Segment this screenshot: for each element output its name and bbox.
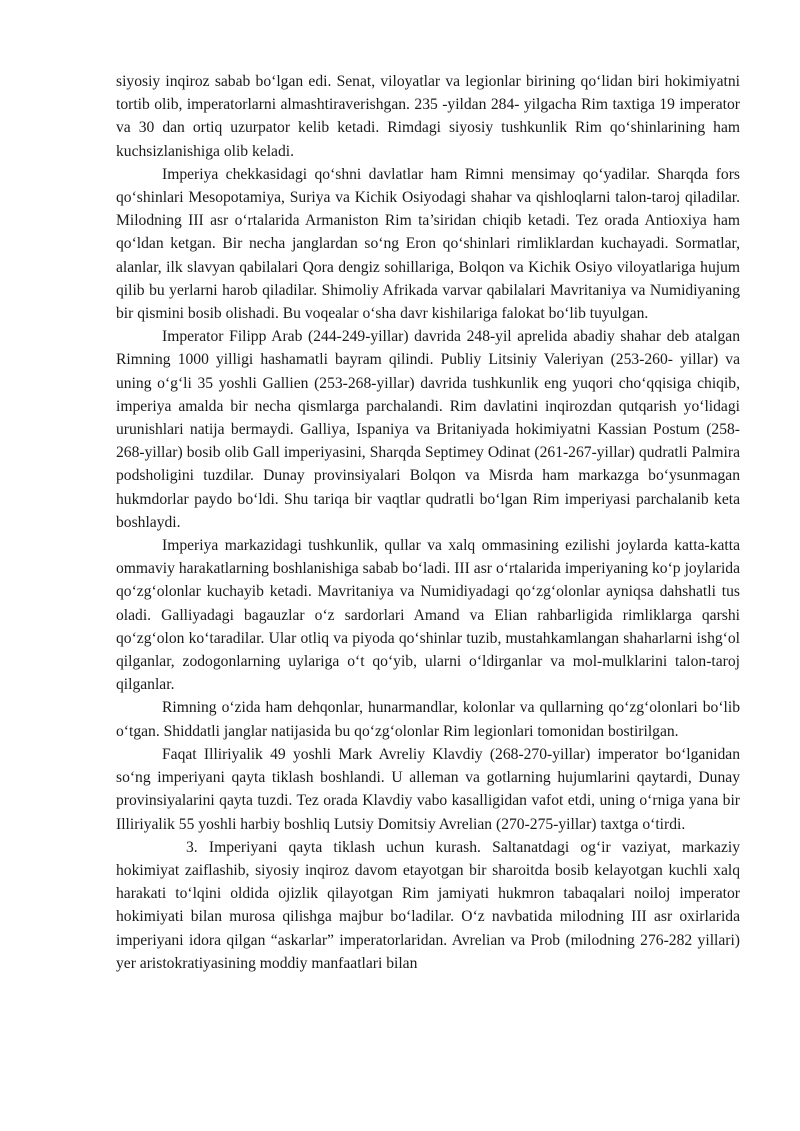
paragraph-claudius: Faqat Illiriyalik 49 yoshli Mark Avreliy Klavdiy (268-270-yillar) imperator bo‘lganidan so‘ng imperiyani qayta tiklash boshlandi. U alleman va gotlarning hujumlarini qaytardi, Dunay provinsiyalarini qayta tuzdi. Tez orada Klavdiy vabo kasalligidan vafot etdi, uning o‘rniga yana bir Illiriyalik 55 yoshli harbiy boshliq Lutsiy Domitsiy Avrelian (270-275-yillar) taxtga o‘tirdi. bbox=[116, 745, 740, 833]
paragraph-philip-arab: Imperator Filipp Arab (244-249-yillar) davrida 248-yil aprelida abadiy shahar deb atalgan Rimning 1000 yilligi hashamatli bayram qilindi. Publiy Litsiniy Valeriyan (253-260- yillar) va uning o‘g‘li 35 yoshli Gallien (253-268-yillar) davrida tushkunlik eng yuqori cho‘qqisiga chiqib, imperiya amalda bir necha qismlarga parchalandi. Rim davlatini inqirozdan qutqarish yo‘lidagi urunishlari natija bermaydi. Galliya, Ispaniya va Britaniyada hokimiyatni Kassian Postum (258-268-yillar) bosib olib Gall imperiyasini, Sharqda Septimey Odinat (261-267-yillar) qudratli Palmira podsholigini tuzdilar. Dunay provinsiyalari Bolqon va Misrda ham markazga bo‘ysunmagan hukmdorlar paydo bo‘ldi. Shu tariqa bir vaqtlar qudratli bo‘lgan Rim imperiyasi parchalanib keta boshlaydi. bbox=[116, 328, 740, 531]
paragraph-rome-uprisings: Rimning o‘zida ham dehqonlar, hunarmandlar, kolonlar va qullarning qo‘zg‘olonlari bo‘lib o‘tgan. Shiddatli janglar natijasida bu qo‘zg‘olonlar Rim legionlari tomonidan bostirilgan. bbox=[116, 699, 740, 740]
document-page bbox=[116, 70, 740, 975]
paragraph-neighboring-states: Imperiya chekkasidagi qo‘shni davlatlar ham Rimni mensimay qo‘yadilar. Sharqda fors qo‘shinlari Mesopotamiya, Suriya va Kichik Osiyodagi shahar va qishloqlarni talon-taroj qiladilar. Milodning III asr o‘rtalarida Armaniston Rim ta’siridan chiqib ketadi. Tez orada Antioxiya ham qo‘ldan ketgan. Bir necha janglardan so‘ng Eron qo‘shinlari rimliklardan kuchayadi. Sormatlar, alanlar, ilk slavyan qabilalari Qora dengiz sohillariga, Bolqon va Kichik Osiyo viloyatlariga hujum qilib bu yerlarni harob qiladilar. Shimoliy Afrikada varvar qabilalari Mavritaniya va Numidiyaning bir qismini bosib olishadi. Bu voqealar o‘sha davr kishilariga falokat bo‘lib tuyulgan. bbox=[116, 165, 740, 323]
paragraph-section-3-restoration: 3. Imperiyani qayta tiklash uchun kurash. Saltanatdagi og‘ir vaziyat, markaziy hokimiyat zaiflashib, siyosiy inqiroz davom etayotgan bir sharoitda bosib kelayotgan kuchli xalq harakati to‘lqini oldida ojizlik qilayotgan Rim jamiyati hukmron tabaqalari noiloj imperator hokimiyati bilan murosa qilishga majbur bo‘ladilar. O‘z navbatida milodning III asr oxirlarida imperiyani idora qilgan “askarlar” imperatorlaridan. Avrelian va Prob (milodning 276-282 yillari) yer aristokratiyasining moddiy manfaatlari bilan bbox=[116, 838, 740, 972]
paragraph-uprisings: Imperiya markazidagi tushkunlik, qullar va xalq ommasining ezilishi joylarda katta-katta ommaviy harakatlarning boshlanishiga sabab bo‘ladi. III asr o‘rtalarida imperiyaning ko‘p joylarida qo‘zg‘olonlar kuchayib ketadi. Mavritaniya va Numidiyadagi qo‘zg‘olonlar ayniqsa dahshatli tus oladi. Galliyadagi bagauzlar o‘z sardorlari Amand va Elian rahbarligida rimliklarga qarshi qo‘zg‘olon ko‘taradilar. Ular otliq va piyoda qo‘shinlar tuzib, mustahkamlangan shaharlarni ishg‘ol qilganlar, zodogonlarning uylariga o‘t qo‘yib, ularni o‘ldirganlar va mol-mulklarini talon-taroj qilganlar. bbox=[116, 537, 740, 694]
paragraph-continuation: siyosiy inqiroz sabab bo‘lgan edi. Senat, viloyatlar va legionlar birining qo‘lidan biri hokimiyatni tortib olib, imperatorlarni almashtiraverishgan. 235 -yildan 284- yilgacha Rim taxtiga 19 imperator va 30 dan ortiq uzurpator kelib ketadi. Rimdagi siyosiy tushkunlik Rim qo‘shinlarining ham kuchsizlanishiga olib keladi. bbox=[116, 73, 740, 160]
